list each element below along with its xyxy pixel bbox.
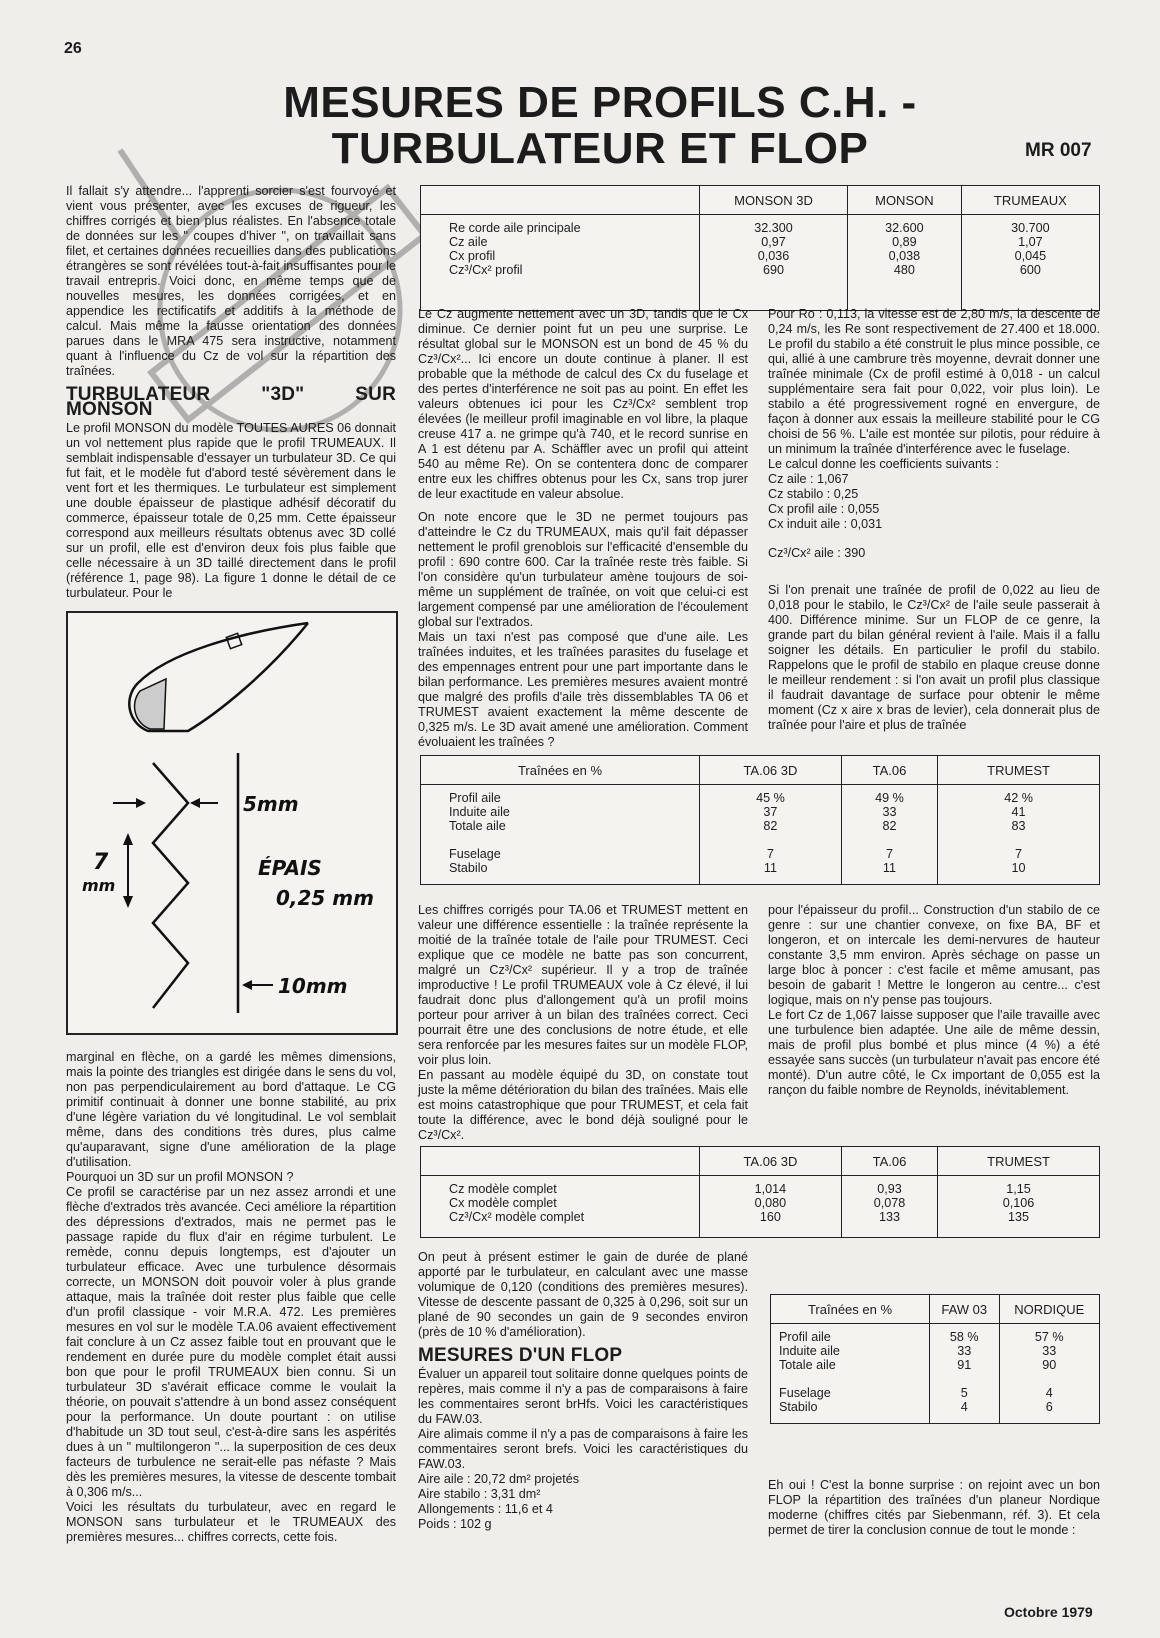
paragraph: On note encore que le 3D ne permet toujours pas d'atteindre le Cz du TRUMEAUX, mais qu'il fait dépasser nettement le profil grenoblois sur l'efficacité d'ensemble du profil : 690 contre 600. Car la traînée reste très faible. Si l'on considère qu'un turbulateur amène toujours de soi-même un supplément de traînée, on voit que celui-ci est largement compensé par une amélioration de l'écoulement global sur l'extrados. xyxy=(418,510,748,629)
paragraph: Évaluer un appareil tout solitaire donne quelques points de repères, mais comme il n'y a pas de comparaisons à faire les commentaires seront brHfs. Voici les caractéristiques du FAW.03. xyxy=(418,1367,748,1426)
paragraph: Eh oui ! C'est la bonne surprise : on rejoint avec un bon FLOP la répartition des traînées d'un planeur Nordique moderne (chiffres cités par Siebenmann, réf. 3). Et cela permet de tirer la conclusion connue de tout le monde : xyxy=(768,1478,1100,1537)
table-row: Cz modèle complet Cx modèle complet Cz³/Cx² modèle complet 1,014 0,080 160 0,93 0,078 133 1,15 0,106 135 xyxy=(421,1176,1100,1238)
label-epais: ÉPAIS xyxy=(258,856,322,880)
table-cell: 32.600 0,89 0,038 480 xyxy=(847,215,961,311)
paragraph: Les chiffres corrigés pour TA.06 et TRUMEST mettent en valeur une différence essentielle : la traînée représente la moitié de la traînée totale de l'aile pour TRUMEST. Ceci explique que ce modèle ne batte pas son concurrent, malgré un Cz³/Cx² supérieur. Il y a trop de traînée improductive ! Le profil TRUMEAUX vole à Cz élevé, il lui faudrait donc plus d'allongement qu'à un profil moins porteur pour arriver à un bilan des traînées correct. Ceci pourrait être une des conclusions de notre étude, et elle sera renforcée par les mesures faites sur un modèle FLOP, voir plus loin. xyxy=(418,903,748,1067)
column-3-lower xyxy=(768,903,1100,1106)
figure-turbulator-detail xyxy=(66,611,398,1035)
paragraph: marginal en flèche, on a gardé les mêmes dimensions, mais la pointe des triangles est dirigée dans le sens du vol, non pas perpendiculairement au bord d'attaque. Le CG primitif continuait à donner une bonne stabilité, au prix d'une légère variation du vé longitudinal. Le vol semblait même, dans des conditions très dures, plus calme qu'auparavant, signe d'une amélioration de la plage d'utilisation. xyxy=(66,1050,396,1169)
section-heading-flop: MESURES D'UN FLOP xyxy=(418,1345,623,1366)
paragraph: Aire alimais comme il n'y a pas de comparaisons à faire les commentaires seront brefs. Voici les caractéristiques du FAW.03. xyxy=(418,1427,748,1471)
nose-hatch xyxy=(135,679,166,729)
column-1-top xyxy=(66,184,396,609)
paragraph: Le fort Cz de 1,067 laisse supposer que l'aile travaille avec une turbulence bien adaptée. Une aile de même dessin, mais de profil plus bombé et plus mince (4 %) a été essayée sans succès (un turbulateur n'avait pas encore été monté). D'un autre côté, le Cx important de 0,055 est la rançon du faible nombre de Reynolds, inévitablement. xyxy=(768,1008,1100,1097)
paragraph: On peut à présent estimer le gain de durée de plané apporté par le turbulateur, en calculant avec une masse volumique de 0,120 (conditions des premières mesures). Vitesse de descente passant de 0,325 à 0,296, soit sur un plané de 90 secondes un gain de 9 secondes environ (près de 10 % d'amélioration). xyxy=(418,1250,748,1339)
label-mm: mm xyxy=(82,876,116,895)
table-header: MONSON xyxy=(847,186,961,215)
paragraph: Le profil MONSON du modèle TOUTES AURES 06 donnait un vol nettement plus rapide que le profil TRUMEAUX. Il semblait indispensable d'essayer un turbulateur 3D. Ce qui fut fait, et le modèle fut d'abord testé sévèrement dans le vent fort et les thermiques. Le turbulateur est simplement une double épaisseur de plastique adhésif décoratif du commerce, épaisseur totale de 0,25 mm. Cette épaisseur correspond aux meilleurs résultats obtenus avec 3D collé sur un profil, elle est d'environ deux fois plus faible que celle nécessaire à un 3D taillé directement dans le profil (référence 1, page 98). La figure 1 donne le détail de ce turbulateur. Pour le xyxy=(66,421,396,600)
label-thickness: 0,25 mm xyxy=(276,886,374,910)
table-cell: 32.300 0,97 0,036 690 xyxy=(700,215,848,311)
title-line-2: TURBULATEUR ET FLOP xyxy=(331,124,869,173)
paragraph: Le calcul donne les coefficients suivants : xyxy=(768,457,999,471)
page-number: 26 xyxy=(64,40,82,57)
table-row: Profil aile Induite aile Totale aile Fuselage Stabilo 58 % 33 91 5 4 57 % 33 90 4 6 xyxy=(771,1324,1100,1424)
label-7: 7 xyxy=(93,850,109,875)
table-flop-drag: Traînées en % FAW 03 NORDIQUE Profil aile Induite aile Totale aile Fuselage Stabilo 58 % 33 91 5 4 57 % 33 90 4 6 xyxy=(770,1294,1100,1424)
label-10mm: 10mm xyxy=(278,974,348,998)
table-labels: Re corde aile principale Cz aile Cx profil Cz³/Cx² profil xyxy=(421,215,700,311)
paragraph: Ce profil se caractérise par un nez assez arrondi et une flèche d'extrados très avancée. Ceci améliore la répartition des dépressions d'extrados, mais ne permet pas le passage rapide du flux d'air en régime turbulent. Le remède, connu depuis longtemps, est d'ajouter un turbulateur efficace. Avec une turbulence désormais correcte, un MONSON doit pouvoir voler à plus grande attaque, mais la traînée doit rester plus faible que celle d'un profil classique - voir M.R.A. 472. Les premières mesures en vol sur le modèle T.A.06 avaient effectivement fait conclure à un Cz assez faible tout en prouvant que le rendement en durée pure du modèle complet était aussi bon que pour le profil TRUMEAUX bien connu. Si un turbulateur 3D s'avérait efficace comme le voulait la théorie, on pouvait s'attendre à un bond assez conséquent pour la performance. Un doute pourtant : on utilise d'habitude un 3D tout seul, c'est-à-dire sans les aspérités dues à un " multilongeron "... la superposition de ces deux facteurs de turbulence ne serait-elle pas néfaste ? Mais dès les premières mesures, la vitesse de descente tombait à 0,306 m/s... xyxy=(66,1185,396,1499)
zigzag-turbulator xyxy=(153,763,188,1008)
column-2-middle xyxy=(418,307,748,758)
paragraph: Voici les résultats du turbulateur, avec en regard le MONSON sans turbulateur et le TRUMEAUX des premières mesures... chiffres corrects, cette fois. xyxy=(66,1500,396,1544)
paragraph: Si l'on prenait une traînée de profil de 0,022 au lieu de 0,018 pour le stabilo, le Cz³/Cx² de l'aile seule passerait à 400. Différence minime. Sur un FLOP de ce genre, la grande part du bilan général revient à l'aile. Mais il a fallu soigner les détails. En particulier le profil du stabilo. Rappelons que le profil de stabilo en plaque creuse donne le meilleur rendement : si l'on avait un profil plus classique il faudrait davantage de surface pour obtenir le même moment (Cz x aire x bras de levier), cela donnerait plus de traînée pour l'aire et plus de traînée xyxy=(768,583,1100,732)
column-2-bottom: On peut à présent estimer le gain de durée de plané apporté par le turbulateur, en calculant avec une masse volumique de 0,120 (conditions des premières mesures). Vitesse de descente passant de 0,325 à 0,296, soit sur un plané de 90 secondes un gain de 9 secondes environ (près de 10 % d'amélioration). MESURES D'UN FLOP Évaluer un appareil tout solitaire donne quelques points de repères, mais comme il n'y a pas de comparaisons à faire les commentaires seront brHfs. Voici les caractéristiques du FAW.03. Aire alimais comme il n'y a pas de comparaisons à faire les commentaires seront brefs. Voici les caractéristiques du FAW.03. Aire aile : 20,72 dm² projetés Aire stabilo : 3,31 dm² Allongements : 11,6 et 4 Poids : 102 g xyxy=(418,1250,748,1531)
article-code: MR 007 xyxy=(1025,140,1092,161)
section-heading-turbulateur: TURBULATEUR "3D" SUR MONSON xyxy=(66,384,396,420)
column-1-bottom xyxy=(66,1050,396,1553)
article-title xyxy=(240,80,960,172)
table-profile-measures xyxy=(420,185,1100,311)
paragraph: pour l'épaisseur du profil... Construction d'un stabilo de ce genre : sur une chantier convexe, on fixe BA, BF et longeron, et on intercale les demi-nervures de hauteur constante 3,5 mm environ. Après séchage on passe un large bloc à poncer : c'est facile et même amusant, pas besoin de gabarit ! Mettre le longeron au centre... c'est logique, mais on n'y pense pas toujours. xyxy=(768,903,1100,1007)
column-3-middle: Pour Ro : 0,113, la vitesse est de 2,80 m/s, la descente de 0,24 m/s, les Re sont respectivement de 27.400 et 18.000. Le profil du stabilo a été construit le plus mince possible, ce qui, allié à une cambrure très moyenne, devrait donner une traînée minimale (Cx de profil estimé à 0,018 - un calcul supplémentaire sera fait pour 0,022, voir plus loin). Le stabilo a été progressivement rogné en envergure, de façon à donner aux essais la meilleure stabilité pour le CG choisi de 56 %. L'aile est montée sur pilotis, pour réduire à un minimum la traînée d'interférence avec le fuselage. Le calcul donne les coefficients suivants : Cz aile : 1,067 Cz stabilo : 0,25 Cx profil aile : 0,055 Cx induit aile : 0,031 Cz³/Cx² aile : 390 Si l'on prenait une traînée de profil de 0,022 au lieu de 0,018 pour le stabilo, le Cz³/Cx² de l'aile seule passerait à 400. Différence minime. Sur un FLOP de ce genre, la grande part du bilan général revient à l'aile. Mais il a fallu soigner les détails. En particulier le profil du stabilo. Rappelons que le profil de stabilo en plaque creuse donne le meilleur rendement : si l'on avait un profil plus classique il faudrait davantage de surface pour obtenir le même moment (Cz x aire x bras de levier), cela donnerait plus de traînée pour l'aire et plus de traînée xyxy=(768,307,1100,732)
column-3-bottom xyxy=(768,1478,1100,1546)
paragraph: Pourquoi un 3D sur un profil MONSON ? xyxy=(66,1170,294,1184)
paragraph: Le Cz augmente nettement avec un 3D, tandis que le Cx diminue. Ce dernier point fut un peu une surprise. Le résultat global sur le MONSON est un bond de 45 % du Cz³/Cx²... Ici encore un doute continue à planer. Il est probable que la méthode de calcul des Cx du fuselage et des pertes d'interférence ne soit pas au point. En effet les valeurs obtenues ici pour les Cz³/Cx² semblent trop élevées (le meilleur profil imaginable en vol libre, la plaque creuse 417 a. ne grimpe qu'à 740, et le record sunrise en A 1 est détenu par A. Schäffler avec un profil qui atteint 540 au même Re). On se contentera donc de comparer entre eux les chiffres obtenus pour les Cx, sans trop jurer de leur exactitude en valeur absolue. xyxy=(418,307,748,501)
column-2-lower xyxy=(418,903,748,1151)
label-5mm: 5mm xyxy=(243,792,299,816)
table-header xyxy=(421,186,700,215)
paragraph: Mais un taxi n'est pas composé que d'une aile. Les traînées induites, et les traînées parasites du fuselage et des empennages entrent pour une part importante dans le bilan performance. Les premières mesures avaient montré que malgré des profils d'aile très dissemblables TA 06 et TRUMEST avaient exactement la même descente de 0,325 m/s. Le 3D avait amené une amélioration. Comment évoluaient les traînées ? xyxy=(418,630,748,749)
paragraph: Pour Ro : 0,113, la vitesse est de 2,80 m/s, la descente de 0,24 m/s, les Re sont respectivement de 27.400 et 18.000. Le profil du stabilo a été construit le plus mince possible, ce qui, allié à une cambrure très moyenne, devrait donner une traînée minimale (Cx de profil estimé à 0,018 - un calcul supplémentaire sera fait pour 0,022, voir plus loin). Le stabilo a été progressivement rogné en envergure, de façon à donner aux essais la meilleure stabilité pour le CG choisi de 56 %. L'aile est montée sur pilotis, pour réduire à un minimum la traînée d'interférence avec le fuselage. xyxy=(768,307,1100,456)
table-drag-distribution: Traînées en % TA.06 3D TA.06 TRUMEST Profil aile Induite aile Totale aile Fuselage Stabilo 45 % 37 82 7 11 49 % 33 82 7 11 42 % 41 83 7 10 xyxy=(420,755,1100,885)
table-cell: 30.700 1,07 0,045 600 xyxy=(961,215,1099,311)
intro-paragraph: Il fallait s'y attendre... l'apprenti sorcier s'est fourvoyé et vient vous présenter, avec les excuses de rigueur, les chiffres corrigés et bien plus réalistes. En l'absence totale de données sur les " coupes d'hiver ", on travaillait sans filet, et certaines données recueillies dans des publications étrangères se sont révélées tout-à-fait insuffisantes pour le travail entrepris. Voici donc, en même temps que de nouvelles mesures, les données corrigées, et en appendice les rectificatifs et additifs à la méthode de calcul. Mais même la fausse orientation des données parues dans le MRA 475 sera instructive, notamment quant à l'influence du Cz de vol sur la répartition des traînées. xyxy=(66,184,396,378)
table-row: Profil aile Induite aile Totale aile Fuselage Stabilo 45 % 37 82 7 11 49 % 33 82 7 11 42 % 41 83 7 10 xyxy=(421,785,1100,885)
table-header: MONSON 3D xyxy=(700,186,848,215)
footer-date: Octobre 1979 xyxy=(1004,1604,1093,1620)
table-header: TRUMEAUX xyxy=(961,186,1099,215)
table-complete-model: TA.06 3D TA.06 TRUMEST Cz modèle complet Cx modèle complet Cz³/Cx² modèle complet 1,014 0,080 160 0,93 0,078 133 1,15 0,106 135 xyxy=(420,1146,1100,1238)
ratio-line: Cz³/Cx² aile : 390 xyxy=(768,546,866,560)
table-row xyxy=(421,215,1100,311)
title-line-1: MESURES DE PROFILS C.H. - xyxy=(283,78,917,127)
paragraph: En passant au modèle équipé du 3D, on constate tout juste la même détérioration du bilan des traînées. Mais elle est moins catastrophique que pour TRUMEST, et cela fait toute la différence, avec le bond déjà souligné pour le Cz³/Cx². xyxy=(418,1068,748,1142)
